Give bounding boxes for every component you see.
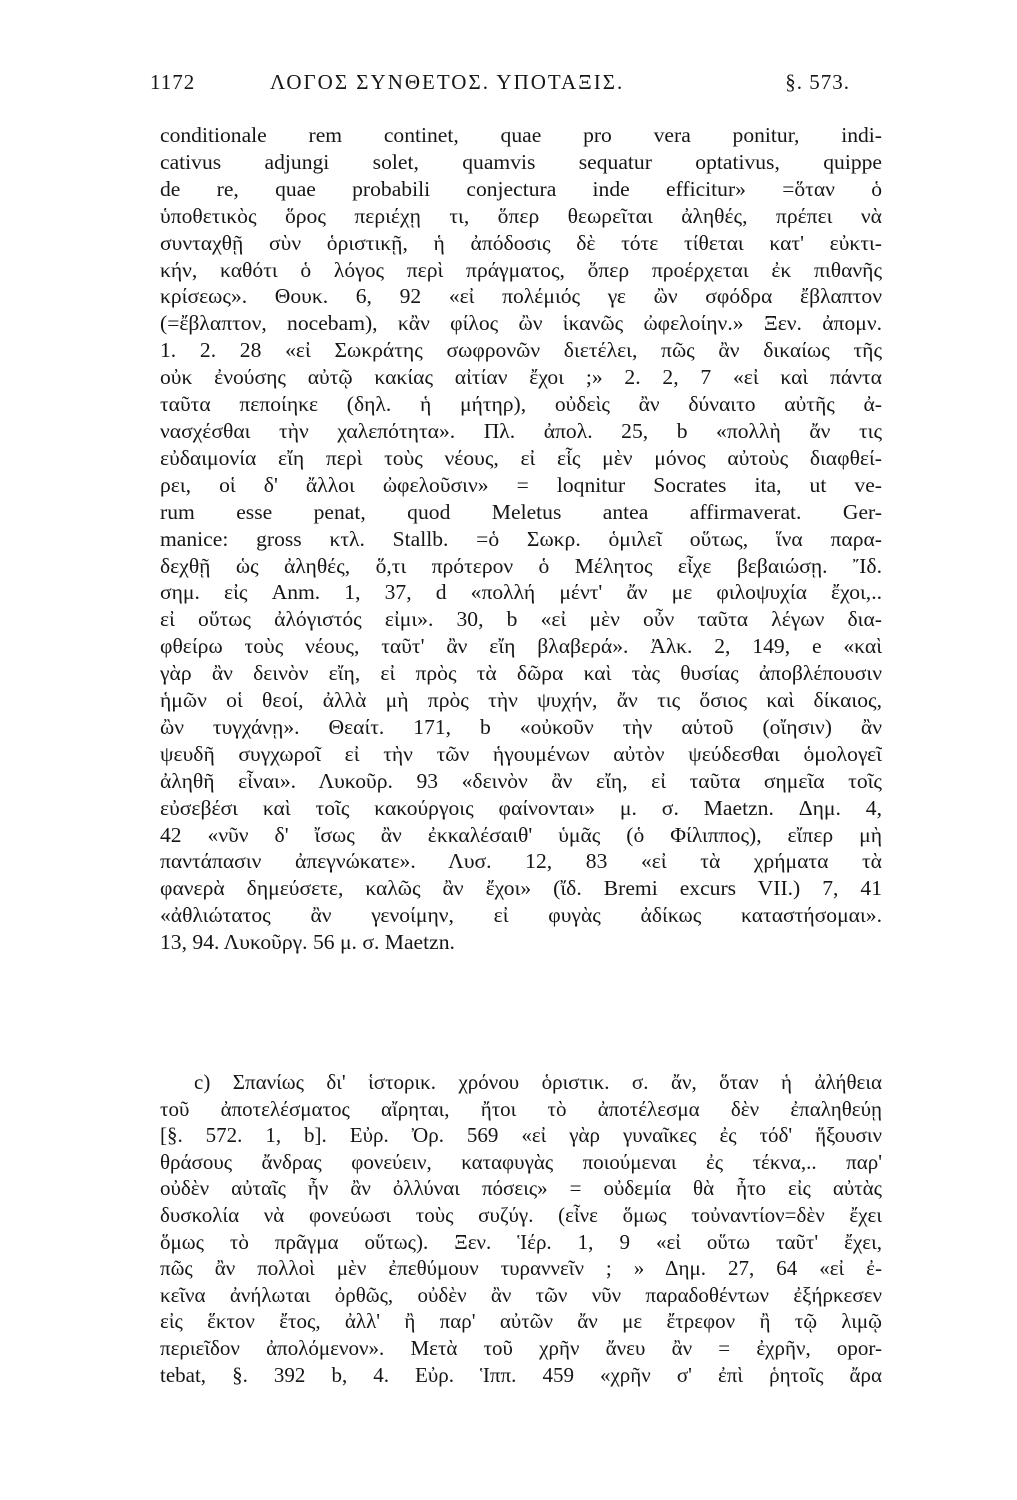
text-line: manice: gross κτλ. Stallb. =ὁ Σωκρ. ὁμιλεῖ οὕτως, ἵνα παρα- — [160, 526, 882, 551]
running-header — [150, 70, 850, 100]
text-line: 42 «νῦν δ' ἴσως ἂν ἐκκαλέσαιθ' ὑμᾶς (ὁ Φίλιππος), εἴπερ μὴ — [160, 822, 882, 847]
text-line: conditionale rem continet, quae pro vera ponitur, indi- — [160, 123, 882, 147]
text-line: ρει, οἱ δ' ἄλλοι ὠφελοῦσιν» = loqnitur Socrates ita, ut ve- — [160, 472, 882, 497]
text-line: 13, 94. Λυκοῦργ. 56 μ. σ. Maetzn. — [160, 930, 455, 955]
text-line: θράσους ἄνδρας φονεύειν, καταφυγὰς ποιούμεναι ἐς τέκνα,.. παρ' — [160, 1149, 882, 1174]
text-line: κρίσεως». Θουκ. 6, 92 «εἰ πολέμιός γε ὢν σφόδρα ἔβλαπτον — [160, 284, 882, 309]
section-number: §. 573. — [785, 70, 850, 94]
text-line: c) Σπανίως δι' ἱστορικ. χρόνου ὁριστικ. σ. ἄν, ὅταν ἡ ἀλήθεια — [194, 1070, 882, 1094]
text-line: rum esse penat, quod Meletus antea affirmaverat. Ger- — [160, 499, 882, 524]
text-line: φθείρω τοὺς νέους, ταῦτ' ἂν εἴη βλαβερά». Ἀλκ. 2, 149, e «καὶ — [160, 634, 882, 659]
text-line: ὅμως τὸ πρᾶγμα οὕτως). Ξεν. Ἱέρ. 1, 9 «εἰ οὕτω ταῦτ' ἔχει, — [160, 1229, 882, 1254]
text-line: εὐσεβέσι καὶ τοῖς κακούργοις φαίνονται» μ. σ. Maetzn. Δημ. 4, — [160, 795, 882, 820]
page-number: 1172 — [150, 70, 196, 94]
text-line: συνταχθῇ σὺν ὁριστικῇ, ἡ ἀπόδοσις δὲ τότε τίθεται κατ' εὐκτι- — [160, 230, 882, 255]
text-line: ἀληθῆ εἶναι». Λυκοῦρ. 93 «δεινὸν ἂν εἴη, εἰ ταῦτα σημεῖα τοῖς — [160, 768, 882, 793]
text-line: «ἀθλιώτατος ἂν γενοίμην, εἰ φυγὰς ἀδίκως καταστήσομαι». — [160, 903, 882, 928]
running-title: ΛΟΓΟΣ ΣΥΝΘΕΤΟΣ. ΥΠΟΤΑΞΙΣ. — [270, 70, 625, 94]
text-line: σημ. εἰς Anm. 1, 37, d «πολλή μέντ' ἄν με φιλοψυχία ἔχοι,.. — [160, 580, 882, 605]
text-line: δυσκολία νὰ φονεύωσι τοὺς συζύγ. (εἶνε ὅμως τοὐναντίον=δὲν ἔχει — [160, 1202, 882, 1227]
text-line: ψευδῆ συγχωροῖ εἰ τὴν τῶν ἡγουμένων αὐτὸν ψεύδεσθαι ὁμολογεῖ — [160, 741, 882, 766]
text-line: (=ἔβλαπτον, nocebam), κἂν φίλος ὢν ἱκανῶς ὠφελοίην.» Ξεν. ἀπομν. — [160, 311, 882, 336]
text-line: κεῖνα ἀνήλωται ὀρθῶς, οὐδὲν ἂν τῶν νῦν παραδοθέντων ἐξήρκεσεν — [160, 1282, 882, 1307]
text-line: tebat, §. 392 b, 4. Εὐρ. Ἱππ. 459 «χρῆν σ' ἐπὶ ῥητοῖς ἄρα — [160, 1362, 882, 1387]
text-line: ταῦτα πεποίηκε (δηλ. ἡ μήτηρ), οὐδεὶς ἂν δύναιτο αὐτῆς ἀ- — [160, 392, 882, 417]
text-line: οὐδὲν αὐταῖς ἦν ἂν ὀλλύναι πόσεις» = οὐδεμία θὰ ἦτο εἰς αὐτὰς — [160, 1176, 882, 1201]
text-line: πῶς ἂν πολλοὶ μὲν ἐπεθύμουν τυραννεῖν ; » Δημ. 27, 64 «εἰ ἐ- — [160, 1256, 882, 1281]
text-line: εἰς ἕκτον ἔτος, ἀλλ' ἢ παρ' αὐτῶν ἄν με ἔτρεφον ἢ τῷ λιμῷ — [160, 1309, 882, 1334]
text-line: δεχθῇ ὡς ἀληθές, ὅ,τι πρότερον ὁ Μέλητος εἶχε βεβαιώσῃ. Ἴδ. — [160, 553, 882, 578]
text-line: ὢν τυγχάνῃ». Θεαίτ. 171, b «οὐκοῦν τὴν αὑτοῦ (οἴησιν) ἂν — [160, 714, 882, 739]
text-line: νασχέσθαι τὴν χαλεπότητα». Πλ. ἀπολ. 25, b «πολλὴ ἄν τις — [160, 418, 882, 443]
subsection-c-paragraph — [160, 1069, 882, 1388]
text-line: τοῦ ἀποτελέσματος αἴρηται, ἤτοι τὸ ἀποτέλεσμα δὲν ἐπαληθεύῃ — [160, 1096, 882, 1121]
text-line: παντάπασιν ἀπεγνώκατε». Λυσ. 12, 83 «εἰ τὰ χρήματα τὰ — [160, 849, 882, 874]
text-line: 1. 2. 28 «εἰ Σωκράτης σωφρονῶν διετέλει, πῶς ἂν δικαίως τῆς — [160, 338, 882, 363]
text-line: εὐδαιμονία εἴη περὶ τοὺς νέους, εἰ εἷς μὲν μόνος αὐτοὺς διαφθεί- — [160, 445, 882, 470]
text-line: γὰρ ἂν δεινὸν εἴη, εἰ πρὸς τὰ δῶρα καὶ τὰς θυσίας ἀποβλέπουσιν — [160, 661, 882, 686]
text-line: φανερὰ δημεύσετε, καλῶς ἂν ἔχοι» (ἴδ. Bremi excurs VII.) 7, 41 — [160, 876, 882, 901]
text-line: ὑποθετικὸς ὅρος περιέχῃ τι, ὅπερ θεωρεῖται ἀληθές, πρέπει νὰ — [160, 203, 882, 228]
text-line: [§. 572. 1, b]. Εὐρ. Ὀρ. 569 «εἰ γὰρ γυναῖκες ἐς τόδ' ἥξουσιν — [160, 1123, 882, 1148]
text-line: κήν, καθότι ὁ λόγος περὶ πράγματος, ὅπερ προέρχεται ἐκ πιθανῆς — [160, 257, 882, 282]
text-line: οὐκ ἐνούσης αὐτῷ κακίας αἰτίαν ἔχοι ;» 2. 2, 7 «εἰ καὶ πάντα — [160, 365, 882, 390]
text-line: cativus adjungi solet, quamvis sequatur optativus, quippe — [160, 149, 882, 174]
main-paragraph — [160, 122, 882, 956]
text-line: εἰ οὕτως ἀλόγιστός εἰμι». 30, b «εἰ μὲν οὖν ταῦτα λέγων δια- — [160, 607, 882, 632]
text-line: ἡμῶν οἱ θεοί, ἀλλὰ μὴ πρὸς τὴν ψυχήν, ἄν τις ὅσιος καὶ δίκαιος, — [160, 688, 882, 713]
text-line: de re, quae probabili conjectura inde efficitur» =ὅταν ὁ — [160, 176, 882, 201]
text-line: περιεῖδον ἀπολόμενον». Μετὰ τοῦ χρῆν ἄνευ ἂν = ἐχρῆν, opor- — [160, 1335, 882, 1360]
